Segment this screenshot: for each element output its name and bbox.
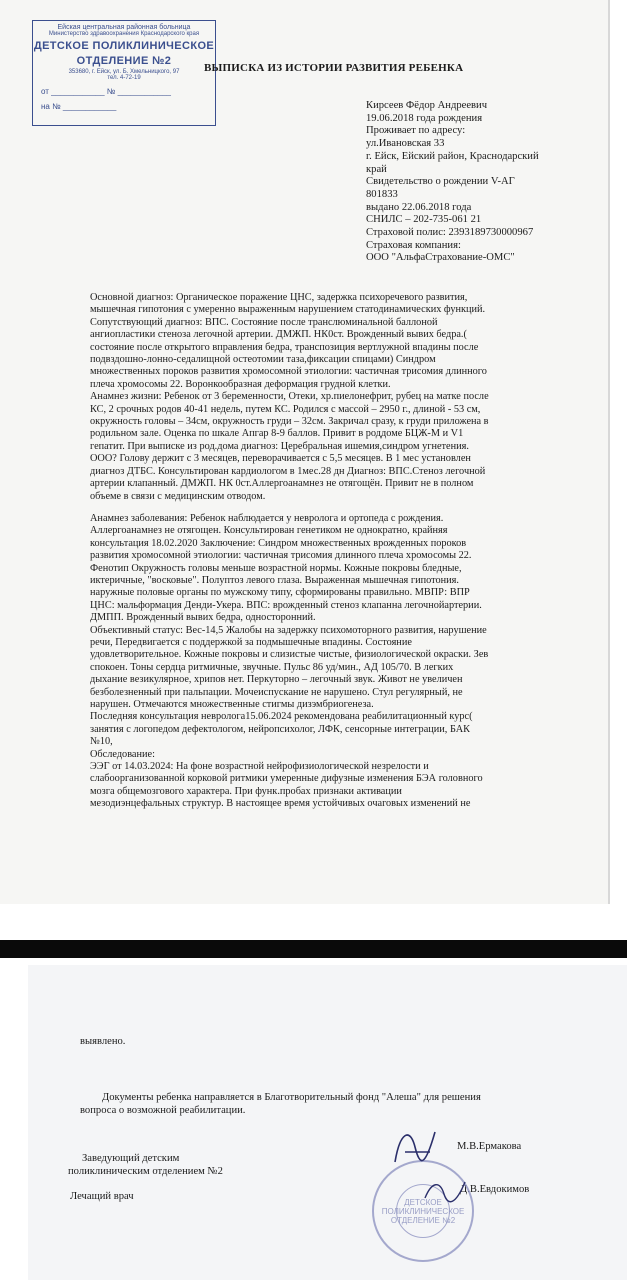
text-line: речи, Передвигается с поддержкой за подмышечные впадины. Состояние [90,636,412,648]
signature-doctor [420,1176,470,1206]
text-line: консультация 18.02.2020 Заключение: Синдром множественных врожденных пороков [90,537,467,549]
text-line: безболезненный при пальпации. Мочеиспускание не нарушено. Стул регулярный, не [90,686,463,698]
document-page-2 [28,965,627,1280]
text-line: Последняя консультация невролога15.06.2024 рекомендована реабилитационный курс( [90,711,473,723]
patient-info-line: ООО "АльфаСтрахование-ОМС" [366,252,515,264]
text-line: гепатит. При выписке из род.дома диагноз: Церебральная ишемия,синдром угнетения. [90,440,469,452]
text-line: ангиопластики стеноза легочной артерии. ДМЖП. НК0ст. Врожденный вывих бедра.( [90,329,467,341]
text-line: спокоен. Тоны сердца ритмичные, звучные. Пульс 86 уд/мин., АД 105/70. В легких [90,661,454,673]
document-title: ВЫПИСКА ИЗ ИСТОРИИ РАЗВИТИЯ РЕБЕНКА [204,62,464,74]
text-line: иктеричные, "восковые". Полуптоз левого глаза. Выраженная мышечная гипотония. [90,574,459,586]
text-line: ДМПП. Врожденный вывих бедра, односторонний. [90,612,316,624]
stamp-address: 353680, г. Ейск, ул. Б. Хмельницкого, 97 [68,69,180,75]
text-line: удовлетворительное. Кожные покровы и слизистые чистые, физиологической окраски. Зев [90,649,489,661]
text-line: дыхание везикулярное, хрипов нет. Перкуторно – легочный звук. Живот не увеличен [90,674,463,686]
patient-info-line: 19.06.2018 года рождения [366,112,483,124]
text-line: Фенотип Окружность головы меньше возрастной нормы. Кожные покровы бледные, [90,562,462,574]
text-line: мозга общемозгового характера. При функ.пробах признаки активации [90,785,402,797]
text-line: ООО? Голову держит с 3 месяцев, переворачивается с 5,5 месяцев. В 1 мес установлен [90,453,471,465]
text-line: наружные половые органы по мужскому типу, сформированы правильно. МВПР: ВПР [90,587,470,599]
doctor-name: Д.В.Евдокимов [460,1184,530,1195]
patient-info-line: г. Ейск, Ейский район, Краснодарский [366,150,539,162]
text-line: Основной диагноз: Органическое поражение ЦНС, задержка психоречевого развития, [90,292,468,303]
stamp-line-1: Ейская центральная районная больница [57,24,191,31]
head-name: М.В.Ермакова [457,1141,522,1152]
diagnosis-block [90,292,610,503]
stamp-name-1: ДЕТСКОЕ ПОЛИКЛИНИЧЕСКОЕ [33,40,215,52]
patient-info-line: Страховой полис: 2393189730000967 [366,227,534,239]
document-body [90,292,610,811]
stamp-ref-line: на № ____________ [41,102,117,111]
text-line: подвздошно-лонно-седалищной остеотомии таза,фиксации спицами) Синдром [90,354,436,366]
text-line: состояние после открытого вправления бедра, транспозиция вертлужной впадины после [90,341,479,353]
text-line: ЦНС: мальформация Денди-Укера. ВПС: врожденный стеноз клапанна легочнойартерии. [90,599,482,611]
patient-info-line: край [366,163,387,175]
text-line: занятия с логопедом дефектологом, нейропсихолог, ЛФК, сенсорные интеграции, БАК [90,723,471,735]
page-separator [0,940,627,958]
referral-paragraph-line-1: Документы ребенка направляется в Благотворительный фонд "Алеша" для решения [102,1092,481,1103]
patient-info-line: СНИЛС – 202-735-061 21 [366,214,482,226]
text-line: мышечная гипотония с умеренно выраженным нарушением статодинамических функций. [90,304,486,316]
text-line: слабоорганизованной корковой ритмики умеренные дифузные изменения БЭА головного [90,773,483,785]
stamp-date-line: от ____________ № ____________ [41,87,171,96]
head-title-line-1: Заведующий детским [82,1153,180,1164]
text-line: Анамнез жизни: Ребенок от 3 беременности, Отеки, хр.пиелонефрит, рубец на матке после [90,391,489,403]
patient-info-line: выдано 22.06.2018 года [366,201,472,213]
anamnesis-block [90,513,610,811]
text-line: КС, 2 срочных родов 40-41 недель, путем КС. Родился с массой – 2950 г., длиной - 53 см, [90,403,481,415]
text-line: диагноз ДТБС. Консультирован кардиологом в 1мес.28 дн Диагноз: ВПС.Стеноз легочной [90,465,486,477]
text-line: нарушен. Отмечаются множественные стигмы дизэмбриогенеза. [90,699,374,710]
stamp-line-2: Министерство здравоохранения Краснодарского края [48,31,200,37]
referral-paragraph-line-2: вопроса о возможной реабилитации. [80,1105,246,1116]
text-line: родильном зале. Оценка по шкале Апгар 8-9 баллов. Привит в роддоме БЦЖ-М и V1 [90,428,464,440]
text-line: мезодиэнцефальных структур. В настоящее время устойчивых очаговых изменений не [90,798,471,810]
patient-info-line: Проживает по адресу: [366,125,466,137]
text-line: окружность головы – 34см, окружность груди – 32см. Закричал сразу, к груди приложена в [90,416,489,428]
round-stamp-text: ДЕТСКОЕ ПОЛИКЛИНИЧЕСКОЕ ОТДЕЛЕНИЕ №2 [396,1184,450,1238]
text-line: Сопутствующий диагноз: ВПС. Состояние после транслюминальной баллоной [90,316,438,328]
text-line: ЭЭГ от 14.03.2024: На фоне возрастной нейрофизиологической незрелости и [90,761,429,773]
text-line: Объективный статус: Вес-14,5 Жалобы на задержку психомоторного развития, нарушение [90,624,487,636]
stamp-phone: тел. 4-72-19 [107,75,141,81]
text-line: артерии клапанный. ДМЖП. НК 0ст.Аллергоанамнез не отягощён. Привит не в полном [90,478,474,490]
patient-info-line: 801833 [366,188,398,200]
head-title-line-2: поликлиническим отделением №2 [68,1166,223,1177]
patient-info-line: Страховая компания: [366,239,461,251]
patient-info [366,100,606,265]
text-line: Обследование: [90,748,155,760]
patient-info-line: ул.Ивановская 33 [366,138,445,150]
patient-info-line: Кирсеев Фёдор Андреевич [366,100,488,111]
text-line: множественных пороков развития хромосомной этиологии: частичная трисомия длинного [90,366,487,378]
text-line: Анамнез заболевания: Ребенок наблюдается у невролога и ортопеда с рождения. [90,512,444,524]
text-line: Аллергоанамнез не отягощен. Консультирован генетиком не однократно, крайняя [90,525,448,537]
text-line: развития хромосомной этиологии: частичная трисомия длинного плеча хромосомы 22. [90,550,472,562]
text-line: №10, [90,736,113,748]
institution-stamp [32,20,216,126]
text-line: плеча хромосомы 22. Воронкообразная деформация грудной клетки. [90,378,391,390]
continuation-text: выявлено. [80,1036,126,1047]
stamp-name-2: ОТДЕЛЕНИЕ №2 [76,55,172,67]
signature-head [385,1122,445,1172]
doctor-title: Лечащий врач [70,1191,134,1202]
patient-info-line: Свидетельство о рождении V-АГ [366,176,515,188]
text-line: объеме в связи с медицинским отводом. [90,490,266,502]
